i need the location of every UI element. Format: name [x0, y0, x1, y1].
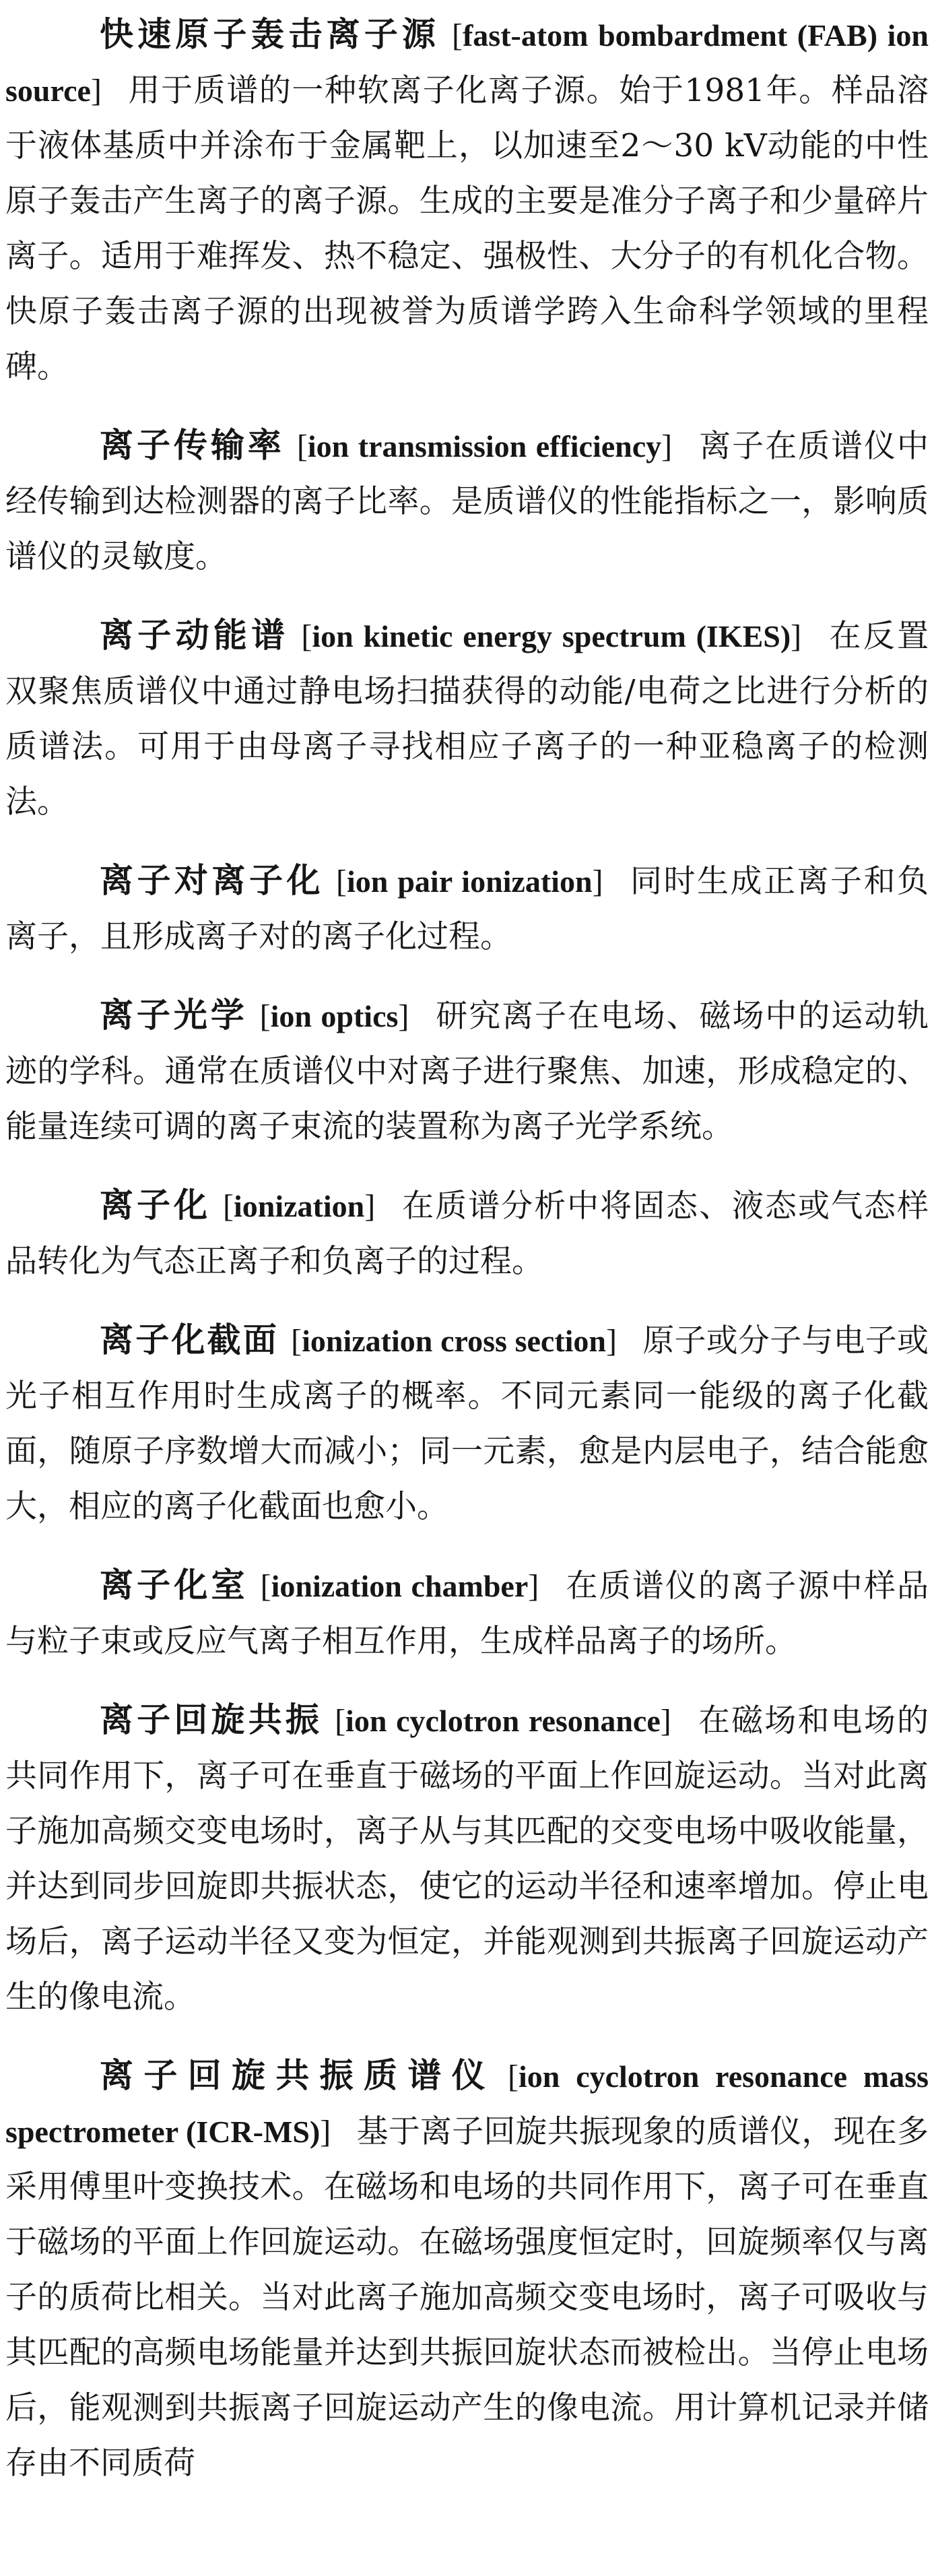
entry-ion-transmission-efficiency: 离子传输率 [ion transmission efficiency] 离子在质谱仪中经传输到达检测器的离子比率。是质谱仪的性能指标之一，影响质谱仪的灵敏度。	[5, 426, 929, 575]
entry-ionization-chamber: 离子化室 [ionization chamber] 在质谱仪的离子源中样品与粒子束或反应气离子相互作用，生成样品离子的场所。	[5, 1566, 929, 1660]
entry-ion-kinetic-energy-spectrum: 离子动能谱 [ion kinetic energy spectrum (IKES)] 在反置双聚焦质谱仪中通过静电场扫描获得的动能/电荷之比进行分析的质谱法。可用于由母离子寻找相应子离子的一种亚稳离子的检测法。	[5, 616, 929, 820]
entry-ion-optics: 离子光学 [ion optics] 研究离子在电场、磁场中的运动轨迹的学科。通常在质谱仪中对离子进行聚焦、加速，形成稳定的、能量连续可调的离子束流的装置称为离子光学系统。	[5, 996, 929, 1145]
entry-definition: 在质谱分析中将固态、液态或气态样品转化为气态正离子和负离子的过程。	[5, 1188, 929, 1280]
entry-definition: 在质谱仪的离子源中样品与粒子束或反应气离子相互作用，生成样品离子的场所。	[5, 1568, 929, 1660]
entry-definition: 同时生成正离子和负离子，且形成离子对的离子化过程。	[5, 863, 929, 955]
entry-term: 离子光学	[100, 996, 248, 1035]
entry-english: fast-atom bombardment (FAB) ion source	[5, 18, 929, 108]
entry-definition: 在磁场和电场的共同作用下，离子可在垂直于磁场的平面上作回旋运动。当对此离子施加高频交变电场时，离子从与其匹配的交变电场中吸收能量，并达到同步回旋即共振状态，使它的运动半径和速率增加。停止电场后，离子运动半径又变为恒定，并能观测到共振离子回旋运动产生的像电流。	[5, 1702, 929, 2016]
entry-ion-cyclotron-resonance: 离子回旋共振 [ion cyclotron resonance] 在磁场和电场的共同作用下，离子可在垂直于磁场的平面上作回旋运动。当对此离子施加高频交变电场时，离子从与其匹配的交变电场中吸收能量，并达到同步回旋即共振状态，使它的运动半径和速率增加。停止电场后，离子运动半径又变为恒定，并能观测到共振离子回旋运动产生的像电流。	[5, 1700, 929, 2016]
entry-english: ion cyclotron resonance mass spectrometer (ICR-MS)	[5, 2059, 929, 2149]
entry-ion-pair-ionization: 离子对离子化 [ion pair ionization] 同时生成正离子和负离子，且形成离子对的离子化过程。	[5, 861, 929, 955]
entry-icr-mass-spectrometer: 离子回旋共振质谱仪 [ion cyclotron resonance mass spectrometer (ICR-MS)] 基于离子回旋共振现象的质谱仪，现在多采用傅里叶变换技术。在磁场和电场的共同作用下，离子可在垂直于磁场的平面上作回旋运动。在磁场强度恒定时，回旋频率仅与离子的质荷比相关。当对此离子施加高频交变电场时，离子可吸收与其匹配的高频电场能量并达到共振回旋状态而被检出。当停止电场后，能观测到共振离子回旋运动产生的像电流。用计算机记录并储存由不同质荷	[5, 2056, 929, 2482]
entry-term: 离子化截面	[100, 1320, 279, 1359]
entry-english: ionization	[233, 1189, 365, 1223]
entry-definition: 在反置双聚焦质谱仪中通过静电场扫描获得的动能/电荷之比进行分析的质谱法。可用于由母离子寻找相应子离子的一种亚稳离子的检测法。	[5, 618, 929, 820]
entry-definition: 原子或分子与电子或光子相互作用时生成离子的概率。不同元素同一能级的离子化截面，随原子序数增大而减小；同一元素，愈是内层电子，结合能愈大，相应的离子化截面也愈小。	[5, 1322, 929, 1525]
entry-english: ionization chamber	[271, 1569, 529, 1603]
entry-ionization: 离子化 [ionization] 在质谱分析中将固态、液态或气态样品转化为气态正离子和负离子的过程。	[5, 1186, 929, 1280]
entry-term: 离子化	[100, 1186, 211, 1225]
entry-term: 离子对离子化	[100, 861, 324, 900]
entry-term: 离子传输率	[100, 426, 285, 465]
entry-english: ion pair ionization	[346, 864, 593, 899]
entry-english: ion transmission efficiency	[307, 429, 662, 463]
entry-term: 离子回旋共振质谱仪	[100, 2056, 496, 2095]
entry-english: ionization cross section	[302, 1324, 607, 1358]
entry-definition: 离子在质谱仪中经传输到达检测器的离子比率。是质谱仪的性能指标之一，影响质谱仪的灵敏度。	[5, 428, 929, 575]
entry-english: ion kinetic energy spectrum (IKES)	[312, 619, 791, 653]
entry-ionization-cross-section: 离子化截面 [ionization cross section] 原子或分子与电子或光子相互作用时生成离子的概率。不同元素同一能级的离子化截面，随原子序数增大而减小；同一元素，愈是内层电子，结合能愈大，相应的离子化截面也愈小。	[5, 1320, 929, 1525]
entry-english: ion cyclotron resonance	[345, 1704, 661, 1738]
entry-definition: 用于质谱的一种软离子化离子源。始于1981年。样品溶于液体基质中并涂布于金属靶上，以加速至2～30 kV动能的中性原子轰击产生离子的离子源。生成的主要是准分子离子和少量碎片离子。适用于难挥发、热不稳定、强极性、大分子的有机化合物。快原子轰击离子源的出现被誉为质谱学跨入生命科学领域的里程碑。	[5, 72, 929, 385]
entry-term: 离子动能谱	[100, 616, 290, 655]
entry-definition: 基于离子回旋共振现象的质谱仪，现在多采用傅里叶变换技术。在磁场和电场的共同作用下，离子可在垂直于磁场的平面上作回旋运动。在磁场强度恒定时，回旋频率仅与离子的质荷比相关。当对此离子施加高频交变电场时，离子可吸收与其匹配的高频电场能量并达到共振回旋状态而被检出。当停止电场后，能观测到共振离子回旋运动产生的像电流。用计算机记录并储存由不同质荷	[5, 2113, 929, 2482]
entry-term: 快速原子轰击离子源	[100, 15, 440, 54]
entry-definition: 研究离子在电场、磁场中的运动轨迹的学科。通常在质谱仪中对离子进行聚焦、加速，形成稳定的、能量连续可调的离子束流的装置称为离子光学系统。	[5, 998, 929, 1145]
entry-fab-ion-source: 快速原子轰击离子源 [fast-atom bombardment (FAB) ion source] 用于质谱的一种软离子化离子源。始于1981年。样品溶于液体基质中并涂布于金属靶上，以加速至2～30 kV动能的中性原子轰击产生离子的离子源。生成的主要是准分子离子和少量碎片离子。适用于难挥发、热不稳定、强极性、大分子的有机化合物。快原子轰击离子源的出现被誉为质谱学跨入生命科学领域的里程碑。	[5, 15, 929, 385]
entry-term: 离子回旋共振	[100, 1700, 323, 1739]
entry-english: ion optics	[270, 999, 399, 1033]
entry-term: 离子化室	[100, 1566, 248, 1605]
